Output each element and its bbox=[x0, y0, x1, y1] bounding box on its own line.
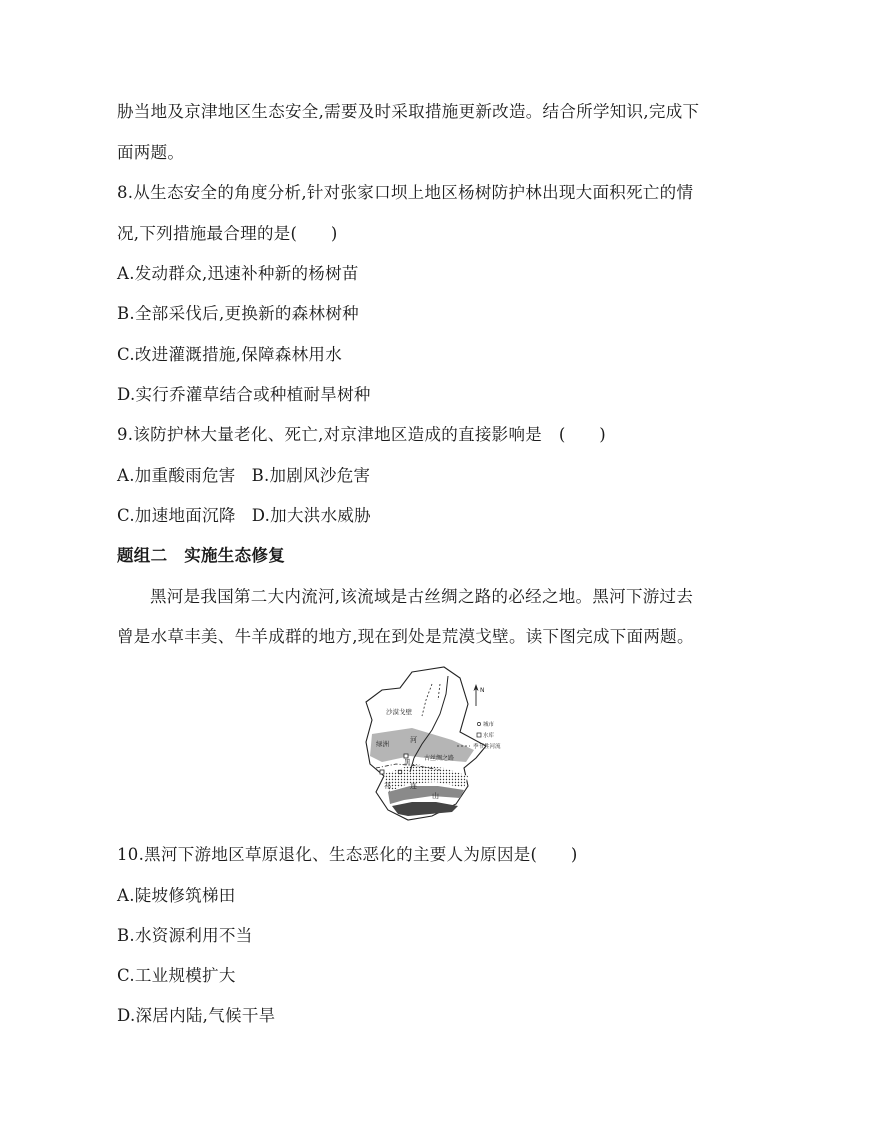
svg-text:N: N bbox=[480, 687, 485, 694]
q9-stem: 9.该防护林大量老化、死亡,对京津地区造成的直接影响是 ( ) bbox=[117, 425, 606, 444]
group2-paragraph-line-1: 黑河是我国第二大内流河,该流域是古丝绸之路的必经之地。黑河下游过去 bbox=[150, 587, 694, 606]
q9-option-c[interactable]: C.加速地面沉降 bbox=[117, 506, 236, 525]
group2-title: 题组二 实施生态修复 bbox=[117, 546, 285, 565]
legend-city-icon bbox=[477, 722, 480, 725]
oasis-label: 绿洲 bbox=[376, 740, 389, 748]
q8-option-c[interactable]: C.改进灌溉措施,保障森林用水 bbox=[117, 345, 343, 364]
reservoir-marker bbox=[380, 770, 384, 774]
intro-line-2: 面两题。 bbox=[117, 143, 185, 162]
north-arrow-icon bbox=[474, 684, 485, 706]
qi-label: 祁 bbox=[384, 782, 391, 790]
desert-label: 沙漠戈壁 bbox=[386, 708, 412, 716]
q8-option-b[interactable]: B.全部采伐后,更换新的森林树种 bbox=[117, 304, 359, 323]
legend-seasonal-river-text: 季节性河流 bbox=[473, 744, 501, 750]
shan-label: 山 bbox=[432, 792, 439, 800]
q10-stem: 10.黑河下游地区草原退化、生态恶化的主要人为原因是( ) bbox=[117, 845, 578, 864]
river-label: 河 bbox=[410, 736, 417, 744]
q10-option-c[interactable]: C.工业规模扩大 bbox=[117, 966, 236, 985]
q10-option-a[interactable]: A.陡坡修筑梯田 bbox=[117, 886, 236, 905]
hei-label: 黑 bbox=[404, 758, 411, 766]
q8-stem-line-1: 8.从生态安全的角度分析,针对张家口坝上地区杨树防护林出现大面积死亡的情 bbox=[117, 183, 694, 202]
q9-option-b[interactable]: B.加剧风沙危害 bbox=[251, 466, 371, 485]
q8-option-a[interactable]: A.发动群众,迅速补种新的杨树苗 bbox=[117, 264, 359, 283]
q8-option-d[interactable]: D.实行乔灌草结合或种植耐旱树种 bbox=[117, 385, 371, 404]
q9-options-row-1 bbox=[117, 466, 370, 486]
q9-option-a[interactable]: A.加重酸雨危害 bbox=[117, 466, 236, 485]
heihe-basin-map bbox=[352, 664, 524, 822]
legend-reservoir-text: 水库 bbox=[483, 733, 495, 739]
legend-city-text: 城市 bbox=[483, 722, 495, 728]
city-marker bbox=[398, 770, 402, 774]
intro-line-1: 胁当地及京津地区生态安全,需要及时采取措施更新改造。结合所学知识,完成下 bbox=[117, 102, 700, 121]
q10-option-b[interactable]: B.水资源利用不当 bbox=[117, 926, 253, 945]
group2-paragraph-line-2: 曾是水草丰美、牛羊成群的地方,现在到处是荒漠戈壁。读下图完成下面两题。 bbox=[117, 627, 694, 646]
q8-stem-line-2: 况,下列措施最合理的是( ) bbox=[117, 224, 338, 243]
legend-reservoir-icon bbox=[477, 733, 481, 737]
q10-option-d[interactable]: D.深居内陆,气候干旱 bbox=[117, 1006, 276, 1025]
q9-option-d[interactable]: D.加大洪水威胁 bbox=[251, 506, 371, 525]
silk-road-label: 古丝绸之路 bbox=[424, 755, 455, 762]
q9-options-row-2 bbox=[117, 506, 371, 526]
lian-label: 连 bbox=[410, 782, 417, 790]
